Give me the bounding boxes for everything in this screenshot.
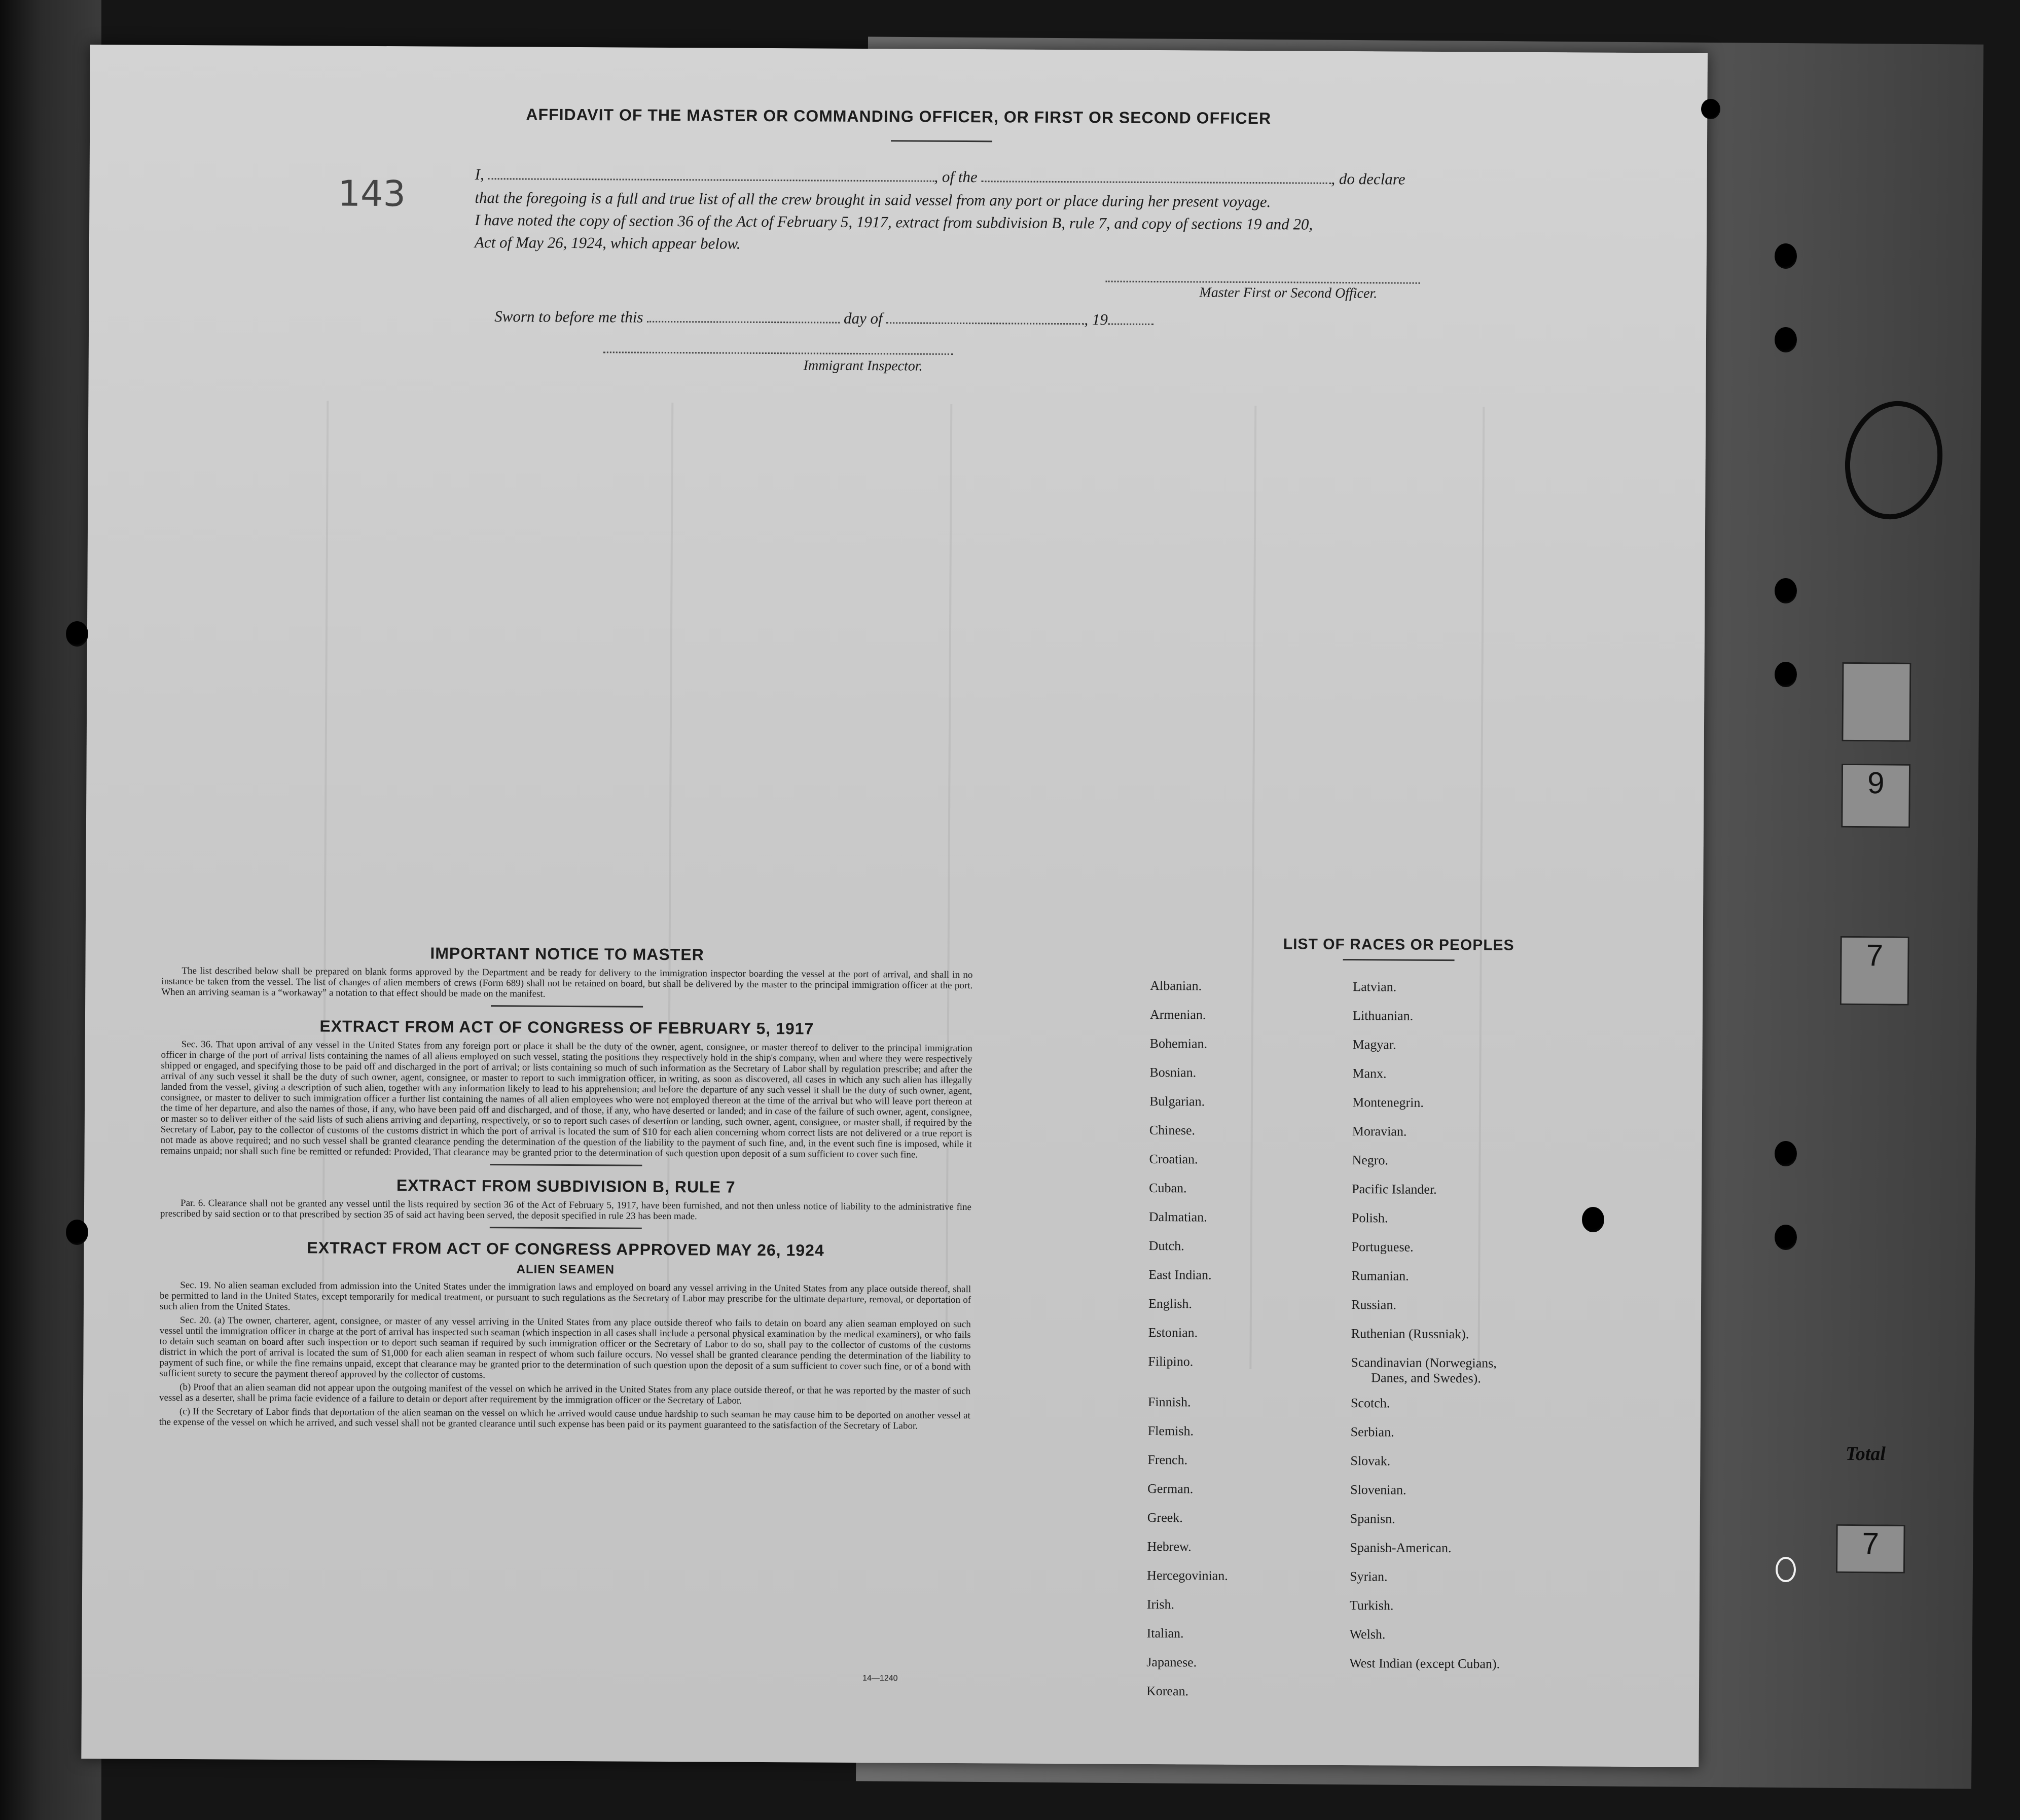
race-item: Scotch. bbox=[1350, 1396, 1390, 1411]
pencil-page-number: 143 bbox=[338, 172, 406, 215]
alien-seamen-subtitle: ALIEN SEAMEN bbox=[516, 1262, 615, 1277]
section-divider bbox=[491, 1005, 643, 1008]
race-item: Finnish. bbox=[1147, 1394, 1191, 1410]
sworn-day-blank[interactable] bbox=[647, 321, 840, 324]
races-title-rule bbox=[1343, 959, 1455, 961]
sworn-month-blank[interactable] bbox=[886, 322, 1084, 325]
race-item: Flemish. bbox=[1147, 1423, 1194, 1439]
races-right-column bbox=[1349, 979, 1503, 1686]
sworn-day-of: day of bbox=[843, 309, 883, 328]
race-item: Bohemian. bbox=[1149, 1036, 1208, 1051]
race-item: Armenian. bbox=[1149, 1007, 1206, 1022]
master-signature-label: Master First or Second Officer. bbox=[1199, 284, 1378, 302]
binder-hole bbox=[66, 1220, 88, 1245]
section-divider bbox=[490, 1164, 642, 1166]
affidavit-line-4: Act of May 26, 1924, which appear below. bbox=[474, 233, 741, 253]
tally-box-value: 9 bbox=[1841, 764, 1910, 828]
inspector-signature-label: Immigrant Inspector. bbox=[803, 358, 923, 374]
race-item: Rumanian. bbox=[1351, 1268, 1409, 1283]
section-divider bbox=[490, 1227, 642, 1229]
race-item: Portuguese. bbox=[1351, 1239, 1414, 1255]
binder-hole bbox=[1775, 662, 1797, 687]
race-item: Slovak. bbox=[1350, 1453, 1391, 1469]
races-left-column bbox=[1146, 978, 1231, 1713]
vessel-name-blank[interactable] bbox=[981, 181, 1331, 184]
sec20b-body: (b) Proof that an alien seaman did not appear upon the outgoing manifest of the vessel on which he arrived in the United States from any place outside thereof, or that he was reported by the master of such vessel as a deserter, shall be prima facie evidence of a failure to detain or deport after requirement by the immigration officer or the Secretary of Labor. bbox=[159, 1381, 971, 1406]
race-item: Bosnian. bbox=[1149, 1064, 1197, 1080]
race-item: Syrian. bbox=[1350, 1569, 1388, 1584]
race-item: Dutch. bbox=[1148, 1238, 1184, 1254]
race-item: Spanish-American. bbox=[1350, 1540, 1452, 1556]
race-item: East Indian. bbox=[1148, 1267, 1212, 1282]
rule7-body: Par. 6. Clearance shall not be granted any vessel until the lists required by section 36 of the Act of February 5, 1917, have been furnished, and not then unless notice of liability to the administrative fine prescribed by said section or to that prescribed by section 35 of said act having been served, the deposit specified in rule 23 has been made. bbox=[160, 1197, 972, 1222]
race-item: Pacific Islander. bbox=[1352, 1182, 1437, 1197]
tally-box-value: 7 bbox=[1840, 936, 1909, 1006]
inspector-signature-line[interactable] bbox=[603, 351, 953, 355]
race-item: Polish. bbox=[1351, 1210, 1388, 1226]
race-item: Bulgarian. bbox=[1149, 1093, 1205, 1109]
race-item: Chinese. bbox=[1149, 1122, 1196, 1138]
race-item: West Indian (except Cuban). bbox=[1349, 1656, 1500, 1671]
sec20a-body: Sec. 20. (a) The owner, charterer, agent, consignee, or master of any vessel arriving in the United States from any place outside thereof who fails to detain on board any alien seaman employed on such vessel until the immigration officer in charge at the port of arrival has inspected such seaman (which inspection in all cases shall include a personal physical examination by the medical examiners), or who fails to detain such seaman on board after such inspection or to deport such seaman if required by such immigration officer or the Secretary of Labor to do so, shall pay to the collector of customs of the customs district in which the port of arrival is located the sum of $1,000 for each alien seaman in respect of whom such failure occurs. No vessel shall be granted clearance pending the determination of the liability to payment of such fine, or while the fine remains unpaid, except that clearance may be granted prior to the determination of such question upon the deposit of a sum sufficient to cover such fine, or of a bond with sufficient surety to secure the payment thereof approved by the collector of customs. bbox=[159, 1314, 971, 1381]
race-item: Russian. bbox=[1351, 1297, 1396, 1312]
race-item: Turkish. bbox=[1349, 1598, 1394, 1613]
sworn-line bbox=[494, 305, 1610, 334]
race-item: Ruthenian (Russniak). bbox=[1351, 1326, 1469, 1342]
race-item: Lithuanian. bbox=[1352, 1008, 1414, 1023]
race-item: Scandinavian (Norwegians, bbox=[1351, 1355, 1497, 1371]
binder-hole bbox=[1775, 1141, 1797, 1166]
extract-1917-body: Sec. 36. That upon arrival of any vessel in the United States from any foreign port or place it shall be the duty of the owner, agent, consignee, or master thereof to deliver to the principal immigration officer in charge of the port of arrival lists containing the names of all aliens employed on such vessel, stating the positions they respectively hold in the ship's company, when and where they were respectively shipped or engaged, and specifying those to be paid off and discharged in the port of arrival; or lists containing so much of such information as the Secretary of Labor shall by regulation prescribe; and after the arrival of any such vessel it shall be the duty of such owner, agent, consignee, or master to report to such immigration officer, in writing, as soon as discovered, all cases in which any such alien has illegally landed from the vessel, giving a description of such alien, together with any information likely to lead to his apprehension; and before the departure of any such vessel it shall be the duty of such owner, agent, consignee, or master to deliver to such immigration officer a further list containing the names of all alien employees who were not employed thereon at the time of the arrival but who will leave port thereon at the time of her departure, and also the names of those, if any, who have been paid off and discharged, and of those, if any, who have deserted or landed; and in case of the failure of such owner, agent, consignee, or master so to deliver either of the said lists of such aliens arriving and departing, respectively, or so to report such cases of desertion or landing, such owner, agent, consignee, or master shall, if required by the Secretary of Labor, pay to the collector of customs of the customs district in which the port of arrival is located the sum of $10 for each alien concerning whom correct lists are not delivered or a true report is not made as above required; and no such vessel shall be granted clearance pending the determination of the question of the liability to the payment of such fine, and, in the event such fine is imposed, while it remains unpaid; nor shall such fine be remitted or refunded: Provided, That clearance may be granted prior to the determination of such question upon deposit of a sum sufficient to cover such fine. bbox=[160, 1039, 972, 1160]
master-signature-line[interactable] bbox=[1106, 280, 1420, 283]
important-notice bbox=[159, 943, 973, 1435]
race-item: Cuban. bbox=[1149, 1180, 1187, 1196]
total-label: Total bbox=[1846, 1443, 1886, 1465]
affidavit-title: AFFIDAVIT OF THE MASTER OR COMMANDING OFFICER, OR FIRST OR SECOND OFFICER bbox=[526, 105, 1272, 128]
race-item: Korean. bbox=[1146, 1683, 1189, 1699]
race-item: Hercegovinian. bbox=[1147, 1567, 1228, 1583]
race-item: Dalmatian. bbox=[1148, 1209, 1207, 1225]
extract-1917-title: EXTRACT FROM ACT OF CONGRESS OF FEBRUARY 5, 1917 bbox=[319, 1017, 814, 1038]
race-item: Montenegrin. bbox=[1352, 1095, 1424, 1110]
sec20c-body: (c) If the Secretary of Labor finds that deportation of the alien seaman on the vessel on which he arrived would cause undue hardship to such seaman he may cause him to be deported on another vessel at the expense of the vessel on which he arrived, and such vessel shall not be granted clearance until such expense has been paid or its payment guaranteed to the satisfaction of the Secretary of Labor. bbox=[159, 1406, 970, 1432]
binder-hole bbox=[1775, 243, 1797, 269]
race-item: Magyar. bbox=[1352, 1037, 1396, 1052]
sec19-body: Sec. 19. No alien seaman excluded from admission into the United States under the immigration laws and employed on board any vessel arriving in the United States from any place outside thereof, shall be permitted to land in the United States, except temporarily for medical treatment, or pursuant to such regulations as the Secretary of Labor may prescribe for the ultimate departure, removal, or deportation of such alien from the United States. bbox=[159, 1279, 971, 1313]
affidavit-i: I, bbox=[475, 165, 484, 184]
binder-hole bbox=[1775, 327, 1797, 352]
race-item: Greek. bbox=[1147, 1510, 1183, 1525]
manifest-back-page bbox=[81, 45, 1708, 1767]
title-rule bbox=[891, 140, 992, 142]
notice-title: IMPORTANT NOTICE TO MASTER bbox=[430, 944, 704, 964]
extract-1924-title: EXTRACT FROM ACT OF CONGRESS APPROVED MAY 26, 1924 bbox=[307, 1238, 824, 1260]
race-item: Slovenian. bbox=[1350, 1482, 1406, 1497]
race-item: French. bbox=[1147, 1452, 1188, 1468]
race-item: Japanese. bbox=[1146, 1654, 1197, 1670]
race-item: English. bbox=[1148, 1296, 1193, 1311]
bleed-through-rule bbox=[1249, 406, 1256, 1369]
binder-hole bbox=[1775, 1225, 1797, 1250]
races-title: LIST OF RACES OR PEOPLES bbox=[1283, 936, 1514, 954]
binder-hole bbox=[1701, 99, 1720, 119]
sworn-text: Sworn to before me this bbox=[494, 307, 643, 326]
race-item: Croatian. bbox=[1149, 1151, 1198, 1167]
race-item: Hebrew. bbox=[1147, 1539, 1192, 1554]
binder-hole bbox=[1775, 578, 1797, 603]
binder-hole bbox=[66, 621, 88, 647]
race-item: Welsh. bbox=[1349, 1627, 1386, 1642]
master-name-blank[interactable] bbox=[488, 178, 934, 182]
race-item: Moravian. bbox=[1352, 1124, 1407, 1139]
affidavit-of-the: , of the bbox=[934, 167, 978, 186]
race-item: Negro. bbox=[1352, 1153, 1389, 1168]
affidavit-line-3: I have noted the copy of section 36 of the Act of February 5, 1917, extract from subdivision B, rule 7, and copy of sections 19 and 20, bbox=[475, 210, 1313, 233]
tally-box bbox=[1842, 662, 1911, 742]
affidavit-declare: , do declare bbox=[1331, 169, 1405, 188]
race-item: Manx. bbox=[1352, 1066, 1387, 1081]
binder-hole bbox=[1582, 1207, 1604, 1232]
binder-hole bbox=[1776, 1557, 1796, 1582]
race-item: Latvian. bbox=[1353, 979, 1397, 994]
race-item: Filipino. bbox=[1148, 1353, 1194, 1369]
total-box-value: 7 bbox=[1836, 1524, 1905, 1574]
form-number: 14—1240 bbox=[862, 1674, 898, 1683]
notice-body: The list described below shall be prepared on blank forms approved by the Department and be ready for delivery to the immigration inspector boarding the vessel at the port of arrival, and shall in no instance be taken from the vessel. The list of changes of alien members of crews (Form 689) shall not be retained on board, but shall be delivered by the master to the principal immigration officer at the port. When an arriving seaman is a “workaway” a notation to that effect should be made on the manifest. bbox=[161, 965, 973, 1000]
affidavit-line-2: that the foregoing is a full and true list of all the crew brought in said vessel from any port or place during her present voyage. bbox=[475, 188, 1271, 211]
race-item: Albanian. bbox=[1150, 978, 1202, 993]
rule7-title: EXTRACT FROM SUBDIVISION B, RULE 7 bbox=[396, 1176, 736, 1196]
race-item: Spanisn. bbox=[1350, 1511, 1395, 1526]
race-item: Serbian. bbox=[1350, 1424, 1394, 1440]
race-item: Irish. bbox=[1146, 1596, 1175, 1612]
race-item: Estonian. bbox=[1148, 1325, 1198, 1340]
sworn-year-prefix: , 19 bbox=[1084, 310, 1108, 329]
race-item: German. bbox=[1147, 1481, 1194, 1496]
sworn-year-blank[interactable] bbox=[1108, 324, 1153, 325]
race-item: Italian. bbox=[1146, 1625, 1184, 1641]
race-item: Danes, and Swedes). bbox=[1371, 1370, 1481, 1386]
